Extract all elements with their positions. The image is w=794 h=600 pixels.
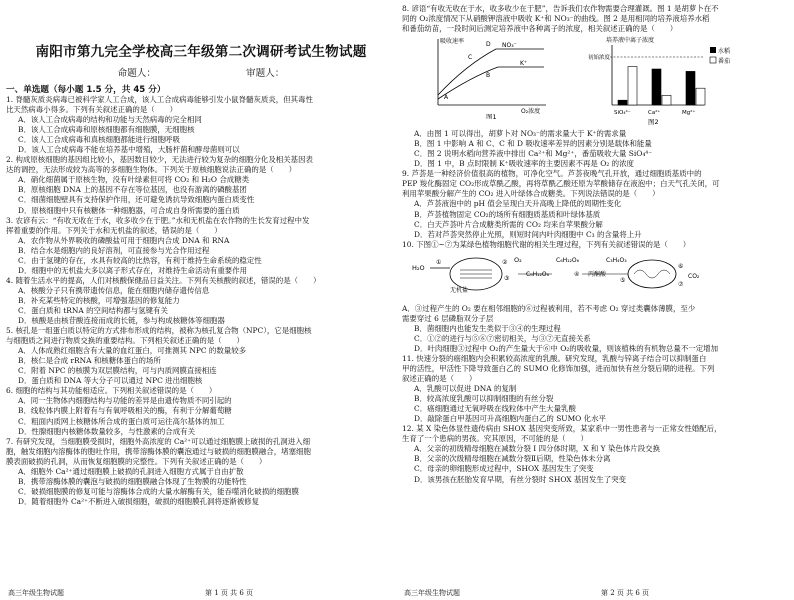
question-12-option: A．父亲的初级精母细胞在减数分裂 Ⅰ 四分体时期，X 和 Y 染色体片段交换 (414, 444, 661, 454)
question-6 (6, 386, 396, 436)
question-10-stem: 10. 下图①~⑦为某绿色植物细胞代谢的相关生理过程，下列有关叙述错误的是（ ） (402, 239, 691, 249)
question-12-stem: 生育了一个患病的男孩。究其原因，不可能的是（ ） (402, 434, 588, 444)
question-11-option: D．敲除蛋白甲基因可升高细胞内蛋白乙的 SUMO 化水平 (414, 414, 606, 424)
question-6-option: D．性腺细胞内核糖体数量较多，与性激素的合成有关 (18, 426, 196, 436)
question-11-stem: 甲的活性，甲活性下降导致蛋白乙的 SUMO 化修饰加强，进而加快有丝分裂后期的进程。下列 (402, 363, 715, 373)
author-line (6, 65, 396, 79)
fig10-num-6: ⑥ (678, 262, 684, 270)
question-5-option: A．人体成熟红细胞含有大量的血红蛋白，可推测其 NPC 的数量较多 (18, 346, 247, 356)
question-9-option: D．若对芦荟突然停止光照，则短时间内叶肉细胞中 C₃ 的含量将上升 (414, 229, 642, 239)
question-6-option: A．同一生物体内细胞结构与功能的差异是由遗传物质不同引起的 (18, 396, 232, 406)
question-5-option: D．蛋白质和 DNA 等大分子可以通过 NPC 进出细胞核 (18, 376, 203, 386)
fig10-c3: C₃H₄O₃ (606, 256, 627, 264)
question-2-option: C．细菌细胞壁具有支持保护作用，还可避免诱抗导致细胞内蛋白质变性 (18, 195, 255, 205)
exam-title: 南阳市第九完全学校高三年级第二次调研考试生物试题 (35, 44, 367, 60)
section-heading: 一、单选题（每小题 1.5 分，共 45 分） (6, 85, 166, 95)
question-8 (402, 4, 792, 34)
question-10-option: D．叶肉细胞③过程中 O₂的产生量大于⑥中 O₂的吸收量，则该植株的有机物总量不一定增加 (414, 343, 719, 353)
question-4-option: C．蛋白质和 tRNA 的空间结构都与氢键有关 (18, 305, 168, 315)
fig10-o2: O₂ (514, 255, 522, 264)
question-1-option: A．该人工合成病毒的结构和功能与天然病毒的完全相同 (18, 115, 202, 125)
question-11-stem: 叙述正确的是（ ） (402, 374, 477, 384)
fig2-bar-tomato (662, 96, 671, 106)
question-3 (6, 216, 396, 276)
question-9 (402, 169, 792, 239)
fig10-pyruvate: 丙酮酸 (588, 270, 607, 278)
question-4-option: A．核酸分子只有携带遗传信息，能在细胞内储存遗传信息 (18, 285, 210, 295)
fig10-num-7: ⑦ (678, 280, 684, 288)
question-4-stem: 4. 随着生活水平的提高，人们对核酸保健品日益关注。下列有关核酸的叙述，错误的是（ ） (6, 275, 321, 285)
fig10-num-5: ⑤ (620, 276, 626, 284)
question-4-option: B．补充某些特定的核酸，可增强基因的修复能力 (18, 295, 180, 305)
question-2-option: B．原核细胞 DNA 上的基因不存在等位基因，也没有游离的磷酸基团 (18, 185, 247, 195)
question-8-option: A．由图 1 可以得出，胡萝卜对 NO₃⁻的需求量大于 K⁺的需求量 (414, 129, 627, 139)
fig10-num-3: ③ (504, 274, 510, 282)
question-10 (402, 240, 792, 250)
question-8-option: C．图 2 说明水稻向营养液中排出 Ca²⁺和 Mg²⁺，番茄吸收大量 SiO₄⁴⁻ (414, 149, 653, 159)
question-1-option: B．该人工合成病毒和原核细胞都有细胞膜，无细胞核 (18, 125, 195, 135)
fig1-point-a: A (444, 94, 449, 102)
question-5-stem: 5. 核孔是一组蛋白质以特定的方式排布形成的结构，被称为核孔复合物（NPC），它是细胞核 (6, 326, 312, 336)
question-9-option: C．白天芦荟叶片合成糖类所需的 CO₂ 均来自苹果酸分解 (414, 219, 603, 229)
question-4 (6, 276, 396, 326)
footer-right (402, 588, 792, 598)
question-7-option: D．随着细胞外 Ca²⁺不断进入破损细胞，破损的细胞膜孔洞将逐渐被修复 (18, 496, 260, 506)
question-10-option: B．菌细胞内也能发生类似于③④的生理过程 (414, 323, 561, 333)
question-4-option: D．核酸是由核苷酸连接而成的长链，参与构成核糖体等细胞器 (18, 316, 225, 326)
fig10-c6-top: C₆H₁₂O₆ (556, 256, 580, 264)
fig1-xlabel: O₂浓度 (521, 108, 541, 116)
fig2-ion-sio4: SiO₄⁴⁻ (614, 110, 631, 117)
question-8-option: B．图 1 中影响 A 和 C、C 和 D 吸收速率差异的因素分别是载体和能量 (414, 139, 652, 149)
question-9-option: B．芦荟植物固定 CO₂的场所有细胞质基质和叶绿体基质 (414, 209, 601, 219)
question-12-option: D．该男孩在胚胎发育早期，有丝分裂时 SHOX 基因发生了突变 (414, 474, 627, 484)
page-left (6, 0, 396, 600)
question-7-stem: 7. 有研究发现，当细胞膜受损时，细胞外高浓度的 Ca²⁺可以通过细胞膜上破损的孔洞进入细 (6, 436, 311, 446)
fig1-point-d: D (486, 41, 491, 49)
question-3-stem: 3. 农谚有云：“有收无收在于水，收多收少在于肥。”水和无机盐在农作物的生长发育过程中发 (6, 215, 310, 225)
question-6-option: B．线粒体内膜上附着有与有氧呼吸相关的酶，有利于分解葡萄糖 (18, 406, 232, 416)
question-11-stem: 11. 快速分裂的癌细胞内会积累较高浓度的乳酸。研究发现，乳酸与锌离子结合可以抑制蛋白 (402, 353, 707, 363)
question-7-stem: 胞，触发细胞内溶酶体的胞吐作用，携带溶酶体膜的囊泡通过与破损的细胞膜融合，堵塞细胞 (6, 446, 311, 456)
fig1-point-b: B (486, 72, 491, 80)
fig2-title: 培养液中离子浓度 (606, 37, 655, 45)
question-6-option: C．粗面内质网上核糖体所合成的蛋白质可运往高尔基体的加工 (18, 416, 225, 426)
question-11-option: C．癌细胞通过无氧呼吸在线粒体中产生大量乳酸 (414, 404, 576, 414)
question-9-stem: 利用苹果酸分解产生的 CO₂ 进入叶绿体合成糖类。下列说法错误的是（ ） (402, 189, 660, 199)
footer-subject: 高三年级生物试题 (404, 589, 460, 597)
question-3-option: C．由于氢键的存在，水具有较高的比热容，有利于维持生命系统的稳定性 (18, 255, 262, 265)
question-12 (402, 424, 792, 484)
question-8-stem: 和番茄幼苗，一段时间后测定培养液中各种离子的浓度，相关叙述正确的是（ ） (402, 24, 678, 34)
fig2-bar-rice (686, 72, 695, 106)
question-2-option: D．原核细胞中只有核糖体一种细胞器，可合成自身所需要的蛋白质 (18, 205, 240, 215)
proposer-label: 命题人： (117, 68, 156, 79)
question-3-option: B．结合水是细胞内的良好溶剂，可直接参与光合作用过程 (18, 245, 210, 255)
question-5 (6, 326, 396, 386)
footer-page: 第 2 页 共 6 页 (600, 589, 650, 597)
figure-row-q8 (426, 35, 792, 127)
fig1-caption: 图1 (486, 113, 497, 120)
question-9-stem: 9. 芦荟是一种经济价值很高的植物，可净化空气。芦荟夜晚气孔开放，通过细胞质基质中的 (402, 169, 702, 179)
question-2-stem: 2. 构成原核细胞的基因组比较小，基因数目较少，无法进行较为复杂的细胞分化及相关基因表 (6, 155, 313, 165)
question-8-options (402, 129, 792, 169)
question-11 (402, 354, 792, 424)
mitochondrion-shape (628, 260, 676, 288)
figure-1 (426, 35, 566, 119)
fig2-bar-tomato (628, 67, 637, 105)
question-11-option: B．较高浓度乳酸可以抑制细胞的有丝分裂 (414, 394, 554, 404)
fig2-bar-rice (652, 69, 661, 105)
fig1-label-no3: NO₃⁻ (502, 42, 517, 50)
fig1-ylabel: 吸收速率 (440, 38, 465, 46)
fig10-co2: CO₂ (688, 272, 700, 280)
fig1-label-k: K⁺ (520, 60, 528, 68)
question-10-stem: A．③过程产生的 O₂ 要在相邻细胞的⑥过程被利用，若不考虑 O₂ 穿过类囊体薄膜，至少 (402, 303, 696, 313)
question-2-stem: 达的调控，无法形成较为高等的多细胞生物体。下列关于原核细胞说法正确的是（ ） (6, 165, 297, 175)
page-right (402, 0, 792, 600)
question-1-stem: 比天然病毒小得多。下列有关叙述正确的是（ ） (6, 105, 178, 115)
question-7-stem: 膜表面破损的孔洞，从而恢复细胞膜的完整性。下列有关叙述正确的是（ ） (6, 456, 267, 466)
question-3-option: D．细胞中的无机盐大多以离子形式存在，对维持生命活动有重要作用 (18, 265, 248, 275)
question-5-stem: 与细胞质之间进行物质交换的重要结构。下列相关叙述正确的是（ ） (6, 336, 244, 346)
question-7-option: A．细胞外 Ca²⁺通过细胞膜上破损的孔洞进入细胞方式属于自由扩散 (18, 466, 244, 476)
footer-page: 第 1 页 共 6 页 (204, 589, 254, 597)
question-9-stem: PEP 羧化酶固定 CO₂形成草酰乙酸，再将草酰乙酸还原为苹酸储存在液泡中；白天气孔关闭，可 (402, 179, 720, 189)
fig2-ylabel: 初始浓度 (588, 55, 611, 62)
question-12-stem: 12. 某 X 染色体显性遗传病由 SHOX 基因突变所致，某家系中一男性患者与一正常女性婚配后， (402, 424, 722, 434)
question-12-option: B．父亲的次级精母细胞在减数分裂Ⅱ后期，性染色体未分离 (414, 454, 611, 464)
fig1-point-c: C (468, 54, 473, 62)
question-1-option: C．该人工合成病毒和真核细胞都能进行细胞呼吸 (18, 135, 180, 145)
question-8-stem: 8. 谚语“有收无收在于水，收多收少在于肥”，告诉我们农作物需要合理灌溉。图 1 是胡萝卜在不 (402, 4, 719, 13)
k-curve (438, 67, 544, 102)
question-5-option: B．核仁是合成 rRNA 和核糖体蛋白的场所 (18, 356, 161, 366)
question-12-option: C．母亲的卵细胞形成过程中，SHOX 基因发生了突变 (414, 464, 594, 474)
question-7-option: C．破损细胞膜的修复可能与溶酶体合成的大量水解酶有关，能吞噬消化破损的细胞膜 (18, 486, 299, 496)
footer-subject: 高三年级生物试题 (8, 589, 64, 597)
fig10-h2o: H₂O (412, 263, 425, 272)
question-3-stem: 挥着重要的作用。下列关于水和无机盐的叙述，错误的是（ ） (6, 225, 222, 235)
footer-left (6, 588, 396, 598)
question-1-option: D．该人工合成病毒不能在培养基中增殖，大肠杆菌和酵母菌则可以 (18, 145, 240, 155)
question-9-option: A．芦荟液泡中的 pH 值会呈现白天升高晚上降低的周期性变化 (414, 199, 622, 209)
fig2-bar-rice (618, 100, 627, 105)
fig10-num-2: ② (502, 258, 508, 266)
reviewer-label: 审题人： (246, 68, 285, 79)
fig2-caption: 图2 (648, 118, 659, 127)
question-8-option: D．图 1 中，B 点时限制 K⁺吸收速率的主要因素不再是 O₂ 的浓度 (414, 159, 634, 169)
fig10-mineral: 无机盐 (450, 286, 469, 294)
fig10-num-4: ④ (574, 270, 580, 278)
question-list-left (6, 95, 396, 507)
fig2-ion-mg: Mg²⁺ (682, 110, 696, 117)
fig2-bars (618, 67, 705, 105)
figure-q10 (406, 252, 706, 298)
question-2-option: A．硝化细菌属于原核生物，没有叶绿素但可将 CO₂ 和 H₂O 合成糖类 (18, 175, 250, 185)
figure-2 (586, 35, 736, 127)
question-10-options (402, 304, 792, 354)
question-3-option: A．农作物从外界吸收的磷酸盐可用于细胞内合成 DNA 和 RNA (18, 235, 230, 245)
question-7 (6, 437, 396, 507)
fig2-legend-tomato: 番茄 (718, 58, 731, 66)
question-2 (6, 155, 396, 215)
fig2-bar-tomato (696, 88, 705, 105)
question-10-option: C．①②的进行与⑤⑥⑦密切相关，与③⑦无直接关系 (414, 333, 591, 343)
question-7-option: B．携带溶酶体膜的囊泡与破损的细胞膜融合体现了生物膜的功能特性 (18, 476, 247, 486)
question-11-option: A．乳酸可以促进 DNA 的复制 (414, 384, 517, 394)
question-1 (6, 95, 396, 155)
fig2-legend-rice: 水稻 (718, 48, 731, 56)
question-8-stem: 同的 O₂浓度情况下从硝酸钾溶液中吸收 K⁺和 NO₃⁻的曲线。图 2 是用相同的培养液培养水稻 (402, 14, 710, 24)
fig2-ion-ca: Ca²⁺ (648, 110, 661, 117)
question-6-stem: 6. 细胞的结构与其功能相适应。下列相关叙述错误的是（ ） (6, 386, 217, 396)
fig10-c6: C₆H₁₂O₆ (526, 270, 550, 278)
question-5-option: C．附着 NPC 的核膜为双层膜结构，可与内质网膜直接相连 (18, 366, 217, 376)
question-10-stem: 需要穿过 6 层磷脂双分子层 (402, 313, 494, 323)
no3-curve (438, 49, 544, 95)
question-1-stem: 1. 脊髓灰质炎病毒已被科学家人工合成，该人工合成病毒能够引发小鼠脊髓灰质炎，但其毒性 (6, 95, 313, 104)
fig10-num-1: ① (436, 258, 442, 266)
